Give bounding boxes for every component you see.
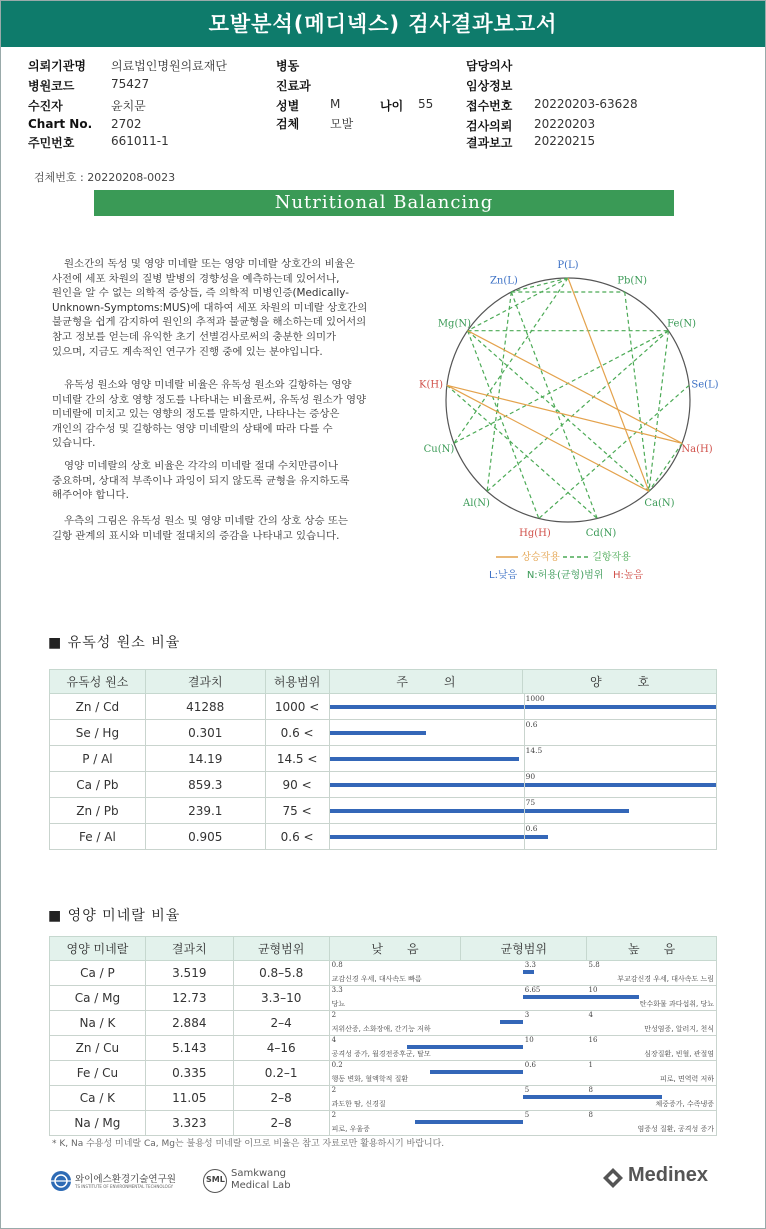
nutrient-high-limit: 8 (588, 1086, 594, 1094)
toxic-bar (330, 731, 427, 735)
antagonism-line-icon (563, 553, 589, 561)
sex-label: 성별 (276, 99, 300, 113)
ts-name: 와이에스환경기술연구원 (75, 1174, 176, 1185)
nutrient-ratio: Ca / K (50, 1086, 146, 1111)
nutrient-row (50, 961, 717, 986)
ts-institute-logo (50, 1168, 210, 1194)
nutrient-mid-value: 3 (524, 1011, 530, 1019)
toxic-ratio: P / Al (50, 746, 146, 772)
nutrient-result: 0.335 (145, 1061, 233, 1086)
wheel-node-label-8: Al(N) (462, 497, 490, 509)
report-date-label: 결과보고 (466, 136, 513, 150)
wheel-node-label-12: Zn(L) (489, 275, 518, 287)
sex-value: M (330, 97, 341, 111)
toxic-ratio: Ca / Pb (50, 772, 146, 798)
sml-mark: SML (206, 1175, 225, 1184)
nutrient-range: 2–8 (233, 1086, 329, 1111)
nutrient-row (50, 1111, 717, 1136)
toxic-result: 239.1 (145, 798, 265, 824)
request-date-value: 20220203 (534, 117, 596, 131)
hospital-code-value: 75427 (111, 77, 150, 91)
nutrient-bar (407, 1045, 523, 1049)
synergy-line-icon (496, 553, 518, 561)
nutrient-bar-cell (329, 1011, 716, 1036)
nutrient-result: 12.73 (145, 986, 233, 1011)
antagonism-line-9 (625, 292, 649, 491)
doctor-label: 담당의사 (466, 59, 513, 73)
nutrient-range: 0.2–1 (233, 1061, 329, 1086)
nutrient-low-limit: 2 (331, 1086, 337, 1094)
intro-paragraph-4: 우측의 그림은 유독성 원소 및 영양 미네랄 간의 상호 상승 또는 길항 관계의 표시와 미네랄 절대치의 증감을 나타내고 있습니다. (52, 515, 348, 542)
nutrient-bar-cell (329, 986, 716, 1011)
ts-globe-icon (50, 1170, 72, 1192)
nutrient-mid-value: 5 (524, 1111, 530, 1119)
toxic-ratio: Se / Hg (50, 720, 146, 746)
nutrient-low-limit: 2 (331, 1011, 337, 1019)
toxic-ratio: Zn / Cd (50, 694, 146, 720)
nutrient-high-desc: 염증성 질환, 공격성 증가 (637, 1125, 714, 1133)
receipt-label: 접수번호 (466, 99, 513, 113)
intro-paragraph-1: 원소간의 독성 및 영양 미네랄 또는 영양 미네랄 상호간의 비율은 사전에 세포 차원의 질병 발병의 경향성을 예측하는데 있어서나, 원인을 알 수 없는 의학적 증상들, 즉 의학적 미병인증(Medically-Unknown-Symptoms:MUS)에 대하여 세포 차원의 미네랄 상호간의 불균형을 쉽게 감지하여 원인의 추적과 불균형을 해소하는데 있어서의 참고 정보를 얻는데 유익한 초기 선별검사로써의 충분한 의미가 있으며, 지금도 계속적인 연구가 진행 중에 있는 분야입니다. (52, 258, 368, 358)
toxic-range: 0.6 < (265, 720, 329, 746)
nutrient-high-desc: 탄수화물 과다섭취, 당뇨 (639, 1000, 714, 1008)
wheel-node-label-4: Na(H) (681, 444, 713, 456)
antagonism-line-1 (468, 275, 568, 331)
specimen-label: 검체 (276, 117, 300, 131)
nutrient-bar-cell (329, 1036, 716, 1061)
specimen-value: 모발 (330, 117, 354, 131)
nutrient-high-limit: 4 (588, 1011, 594, 1019)
nutrient-high-limit: 16 (588, 1036, 598, 1044)
wheel-node-label-7: Hg(H) (519, 528, 551, 540)
nutrient-range: 2–4 (233, 1011, 329, 1036)
wheel-node-label-2: Fe(N) (667, 318, 697, 330)
nutrient-row (50, 1011, 717, 1036)
toxic-bar-cell (329, 694, 716, 720)
nutrient-low-desc: 저위산증, 소화장애, 간기능 저하 (331, 1025, 431, 1033)
intro-paragraph-2: 유독성 원소와 영양 미네랄 비율은 유독성 원소와 길항하는 영양 미네랄 간의 상호 영향 정도를 나타내는 비율로써, 유독성 원소가 영양 미네랄에 미치고 있는 영향의 정도를 말하지만, 나타나는 증상은 개인의 감수성 및 길항하는 영양 미네랄의 상태에 따라 다를 수 있습니다. (52, 379, 367, 450)
nutrient-mid-value: 5 (524, 1086, 530, 1094)
nutrient-high-desc: 부교감신경 우세, 대사속도 느림 (617, 975, 714, 983)
section-banner: Nutritional Balancing (94, 190, 674, 216)
nutrient-high-limit: 1 (588, 1061, 594, 1069)
toxic-ratio: Zn / Pb (50, 798, 146, 824)
synergy-line-2 (447, 385, 682, 443)
toxic-ratio: Fe / Al (50, 824, 146, 850)
nutrient-row (50, 1061, 717, 1086)
nutrient-row (50, 1036, 717, 1061)
request-date-label: 검사의뢰 (466, 119, 513, 133)
toxic-bar-cell (329, 746, 716, 772)
toxic-header-ratio: 유독성 원소 (50, 670, 146, 694)
nutrient-header-range: 균형범위 (233, 937, 329, 961)
toxic-header-result: 결과치 (145, 670, 265, 694)
toxic-result: 0.905 (145, 824, 265, 850)
toxic-threshold-label: 0.6 (524, 824, 538, 849)
mineral-interaction-wheel (400, 250, 730, 590)
toxic-header-range: 허용범위 (265, 670, 329, 694)
exam-number: 검체번호 : 20220208-0023 (34, 171, 176, 184)
hospital-code-label: 병원코드 (28, 79, 75, 93)
legend-antagonism: 길항작용 (592, 552, 631, 563)
wheel-node-label-10: K(H) (419, 379, 444, 391)
toxic-result: 859.3 (145, 772, 265, 798)
wheel-node-label-0: P(L) (557, 260, 579, 271)
report-date-value: 20220215 (534, 134, 596, 148)
legend-high: H:높음 (612, 570, 644, 581)
sml-name-line2: Medical Lab (231, 1180, 291, 1191)
toxic-row (50, 798, 717, 824)
nutrient-low-desc: 과도한 땀, 신경질 (331, 1100, 386, 1108)
toxic-threshold-label: 90 (524, 772, 536, 797)
dept-label: 진료과 (276, 79, 311, 93)
patient-value: 윤치문 (111, 99, 146, 113)
toxic-range: 0.6 < (265, 824, 329, 850)
toxic-range: 90 < (265, 772, 329, 798)
nutrient-low-desc: 행동 변화, 혈액학적 질환 (331, 1075, 409, 1083)
nutrient-low-desc: 당뇨 (331, 1000, 346, 1008)
age-label: 나이 (380, 99, 404, 113)
nutrient-bar-cell (329, 1061, 716, 1086)
nutrient-low-desc: 공격성 증가, 월경전증후군, 탈모 (331, 1050, 431, 1058)
nutrient-header-balance: 균형범위 (461, 937, 587, 961)
nutrient-low-desc: 교감신경 우세, 대사속도 빠름 (331, 975, 422, 983)
clinical-label: 임상정보 (466, 79, 513, 93)
toxic-row (50, 746, 717, 772)
toxic-bar-cell (329, 772, 716, 798)
nutrient-header-result: 결과치 (145, 937, 233, 961)
medinex-diamond-icon (602, 1167, 624, 1189)
nutrient-ratio-table (49, 936, 717, 1136)
nutrient-row (50, 1086, 717, 1111)
chart-value: 2702 (111, 117, 142, 131)
toxic-bar (330, 835, 548, 839)
nutrient-header-ratio: 영양 미네랄 (50, 937, 146, 961)
toxic-bar-cell (329, 720, 716, 746)
nutrient-high-limit: 8 (588, 1111, 594, 1119)
rrn-value: 661011-1 (111, 134, 169, 148)
rrn-label: 주민번호 (28, 136, 75, 150)
toxic-header-row (50, 670, 717, 694)
nutrient-ratio: Na / Mg (50, 1111, 146, 1136)
toxic-result: 14.19 (145, 746, 265, 772)
nutrient-bar-cell (329, 961, 716, 986)
nutrient-high-desc: 만성염증, 알러지, 천식 (644, 1025, 714, 1033)
toxic-threshold-label: 75 (524, 798, 536, 823)
medinex-name: Medinex (628, 1164, 709, 1186)
nutrient-row (50, 986, 717, 1011)
ward-label: 병동 (276, 59, 300, 73)
nutrient-low-limit: 3.3 (331, 986, 343, 994)
nutrient-mid-value: 0.6 (524, 1061, 536, 1069)
receipt-value: 20220203-63628 (534, 97, 638, 111)
toxic-header-caution: 주 의 (329, 670, 523, 694)
nutrient-result: 3.323 (145, 1111, 233, 1136)
toxic-row (50, 694, 717, 720)
nutrient-mid-value: 3.3 (524, 961, 536, 969)
wheel-node-label-9: Cu(N) (423, 444, 455, 456)
nutrient-bar-cell (329, 1086, 716, 1111)
nutrient-high-desc: 심장질환, 빈혈, 관절염 (644, 1050, 714, 1058)
nutrient-low-limit: 0.2 (331, 1061, 343, 1069)
toxic-result: 0.301 (145, 720, 265, 746)
intro-paragraph-3: 영양 미네랄의 상호 비율은 각각의 미네랄 절대 수치만큼이나 중요하며, 상대적 부족이나 과잉이 되지 않도록 균형을 유지하도록 해주어야 합니다. (52, 460, 350, 502)
nutrient-result: 11.05 (145, 1086, 233, 1111)
nutrient-ratio: Na / K (50, 1011, 146, 1036)
legend-synergy: 상승작용 (521, 552, 560, 563)
sml-name-line1: Samkwang (231, 1168, 286, 1179)
nutrient-range: 3.3–10 (233, 986, 329, 1011)
patient-info (0, 0, 766, 160)
legend-low: L:낮음 (489, 570, 518, 581)
nutrient-high-limit: 5.8 (588, 961, 600, 969)
institution-value: 의료법인명원의료재단 (111, 59, 227, 73)
synergy-line-0 (568, 275, 649, 491)
institution-label: 의뢰기관명 (28, 59, 86, 73)
nutrient-mid-value: 6.65 (524, 986, 541, 994)
toxic-bar (330, 809, 629, 813)
age-value: 55 (418, 97, 434, 111)
nutrient-ratio: Fe / Cu (50, 1061, 146, 1086)
wheel-node-label-5: Ca(N) (644, 497, 675, 509)
toxic-bar (330, 757, 519, 761)
nutrient-bar (523, 970, 535, 974)
nutrient-result: 5.143 (145, 1036, 233, 1061)
toxic-result: 41288 (145, 694, 265, 720)
nutrient-low-limit: 4 (331, 1036, 337, 1044)
nutrient-section-title: ■ 영양 미네랄 비율 (48, 908, 181, 924)
toxic-range: 75 < (265, 798, 329, 824)
samkwang-logo (203, 1166, 313, 1194)
nutrient-header-row (50, 937, 717, 961)
wheel-node-label-1: Pb(N) (617, 275, 647, 287)
toxic-threshold-label: 1000 (524, 694, 545, 719)
wheel-node-label-3: Se(L) (691, 379, 719, 391)
toxic-range: 1000 < (265, 694, 329, 720)
toxic-row (50, 824, 717, 850)
toxic-threshold-label: 0.6 (524, 720, 538, 745)
nutrient-bar (415, 1120, 523, 1124)
toxic-range: 14.5 < (265, 746, 329, 772)
wheel-node-label-6: Cd(N) (585, 528, 617, 540)
toxic-threshold-label: 14.5 (524, 746, 543, 771)
nutrient-header-high: 높 음 (587, 937, 717, 961)
nutrient-range: 0.8–5.8 (233, 961, 329, 986)
nutrient-bar (500, 1020, 523, 1024)
toxic-header-good: 양 호 (523, 670, 717, 694)
nutrient-mid-value: 10 (524, 1036, 534, 1044)
legend-normal: N:허용(균형)범위 (526, 570, 604, 581)
nutrient-header-low: 낮 음 (329, 937, 461, 961)
nutrient-bar (523, 1095, 662, 1099)
medinex-logo (602, 1164, 722, 1192)
toxic-section-title: ■ 유독성 원소 비율 (48, 635, 181, 651)
nutrient-high-desc: 체중증가, 수족냉증 (655, 1100, 714, 1108)
footnote: * K, Na 수용성 미네랄 Ca, Mg는 불용성 미네랄 이므로 비율은 참고 자료로만 활용하시기 바랍니다. (52, 1139, 445, 1149)
chart-label: Chart No. (28, 117, 93, 131)
patient-label: 수진자 (28, 99, 63, 113)
nutrient-high-limit: 10 (588, 986, 598, 994)
nutrient-low-limit: 0.8 (331, 961, 343, 969)
toxic-row (50, 720, 717, 746)
wheel-node-label-11: Mg(N) (437, 318, 472, 330)
nutrient-result: 3.519 (145, 961, 233, 986)
toxic-bar-cell (329, 798, 716, 824)
toxic-bar-cell (329, 824, 716, 850)
nutrient-bar (523, 995, 639, 999)
nutrient-bar (430, 1070, 523, 1074)
toxic-row (50, 772, 717, 798)
nutrient-low-desc: 피로, 우울증 (331, 1125, 370, 1133)
nutrient-ratio: Ca / P (50, 961, 146, 986)
ts-subtitle: TS INSTITUTE OF ENVIRONMENTAL TECHNOLOGY (75, 1184, 174, 1189)
wheel-legend (496, 548, 631, 563)
report-title: 모발분석(메디넥스) 검사결과보고서 (1, 1, 765, 47)
nutrient-result: 2.884 (145, 1011, 233, 1036)
nutrient-range: 2–8 (233, 1111, 329, 1136)
toxic-ratio-table (49, 669, 717, 850)
nutrient-bar-cell (329, 1111, 716, 1136)
nutrient-range: 4–16 (233, 1036, 329, 1061)
wheel-level-legend (489, 566, 643, 581)
nutrient-high-desc: 피로, 면역력 저하 (659, 1075, 714, 1083)
nutrient-low-limit: 2 (331, 1111, 337, 1119)
nutrient-ratio: Zn / Cu (50, 1036, 146, 1061)
antagonism-line-7 (468, 331, 539, 519)
nutrient-ratio: Ca / Mg (50, 986, 146, 1011)
